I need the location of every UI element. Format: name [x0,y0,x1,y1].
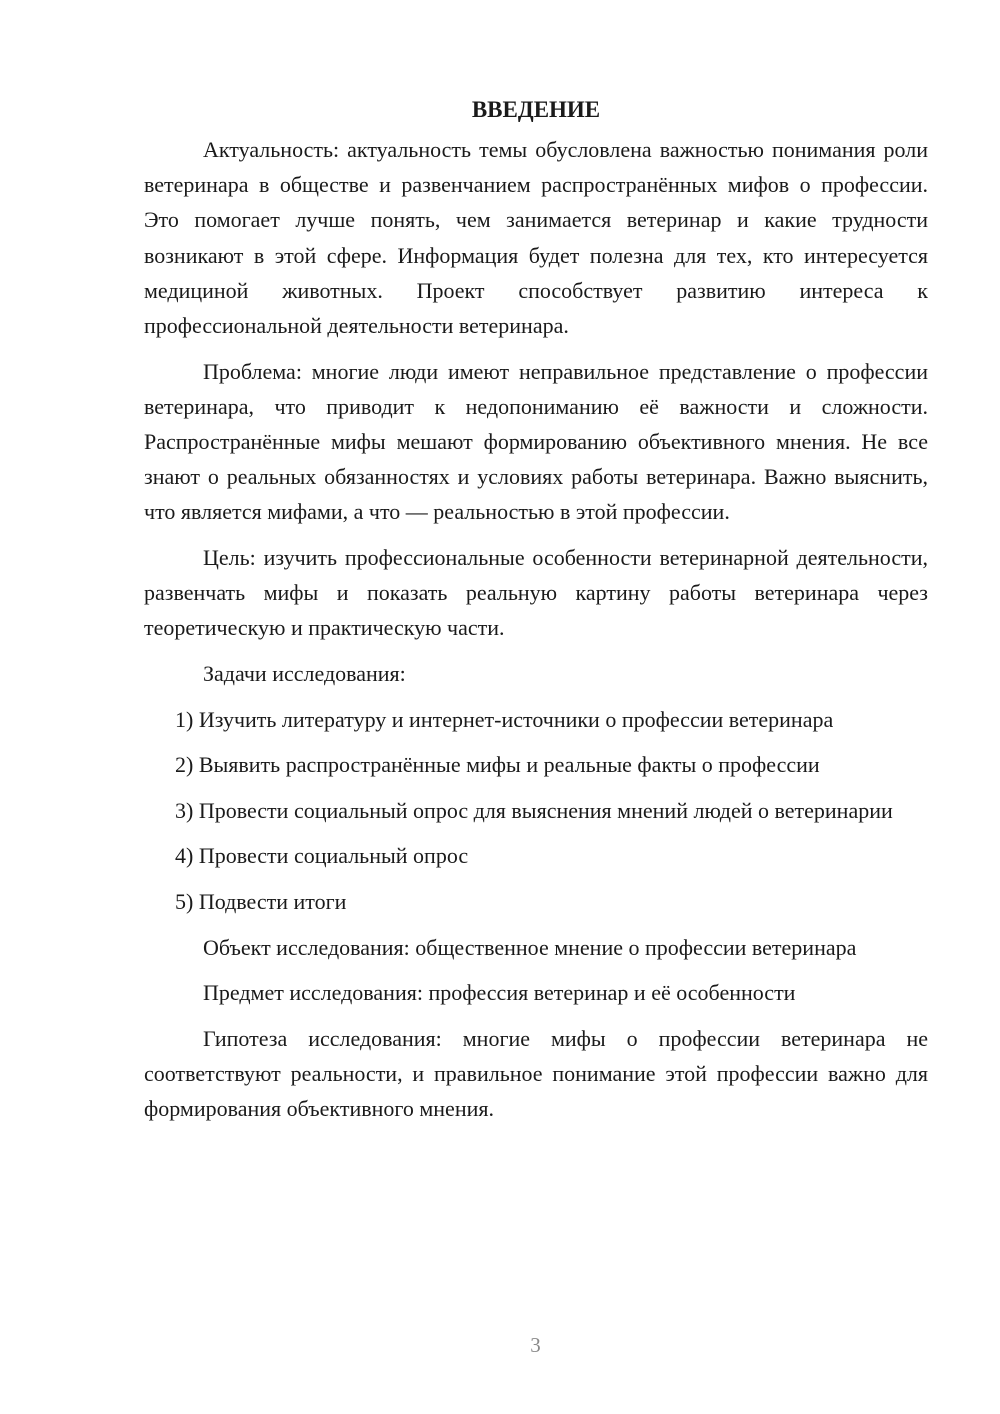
tasks-heading: Задачи исследования: [203,661,406,687]
list-item: 4) Провести социальный опрос [175,843,469,869]
paragraph-hypothesis: Гипотеза исследования: многие мифы о профессии ветеринара не соответствуют реальности, и правильное понимание этой профессии важно для формирования объективного мнения. [144,1025,928,1122]
paragraph-subject: Предмет исследования: профессия ветеринар и её особенности [203,980,796,1006]
tasks-list [144,702,928,920]
list-item: 3) Провести социальный опрос для выяснения мнений людей о ветеринарии [175,797,893,823]
paragraph-relevance: Актуальность: актуальность темы обусловлена важностью понимания роли ветеринара в обществе и развенчанием распространённых мифов о профессии. Это помогает лучше понять, чем занимается ветеринар и какие трудности возникают в этой сфере. Информация будет полезна для тех, кто интересуется медициной животных. Проект способствует развитию интереса к профессиональной деятельности ветеринара. [144,137,928,339]
list-item: 5) Подвести итоги [175,888,347,914]
document-page [144,92,928,1137]
paragraph-object: Объект исследования: общественное мнение о профессии ветеринара [203,934,857,960]
paragraph-goal: Цель: изучить профессиональные особенности ветеринарной деятельности, развенчать мифы и показать реальную картину работы ветеринара через теоретическую и практическую части. [144,545,928,641]
paragraph-problem: Проблема: многие люди имеют неправильное представление о профессии ветеринара, что приводит к недопониманию её важности и сложности. Распространённые мифы мешают формированию объективного мнения. Не все знают о реальных обязанностях и условиях работы ветеринара. Важно выяснить, что является мифами, а что — реальностью в этой профессии. [144,358,928,525]
list-item: 1) Изучить литературу и интернет-источники о профессии ветеринара [175,706,834,732]
page-number: 3 [530,1333,541,1357]
list-item: 2) Выявить распространённые мифы и реальные факты о профессии [175,752,820,778]
page-title: ВВЕДЕНИЕ [471,97,601,122]
